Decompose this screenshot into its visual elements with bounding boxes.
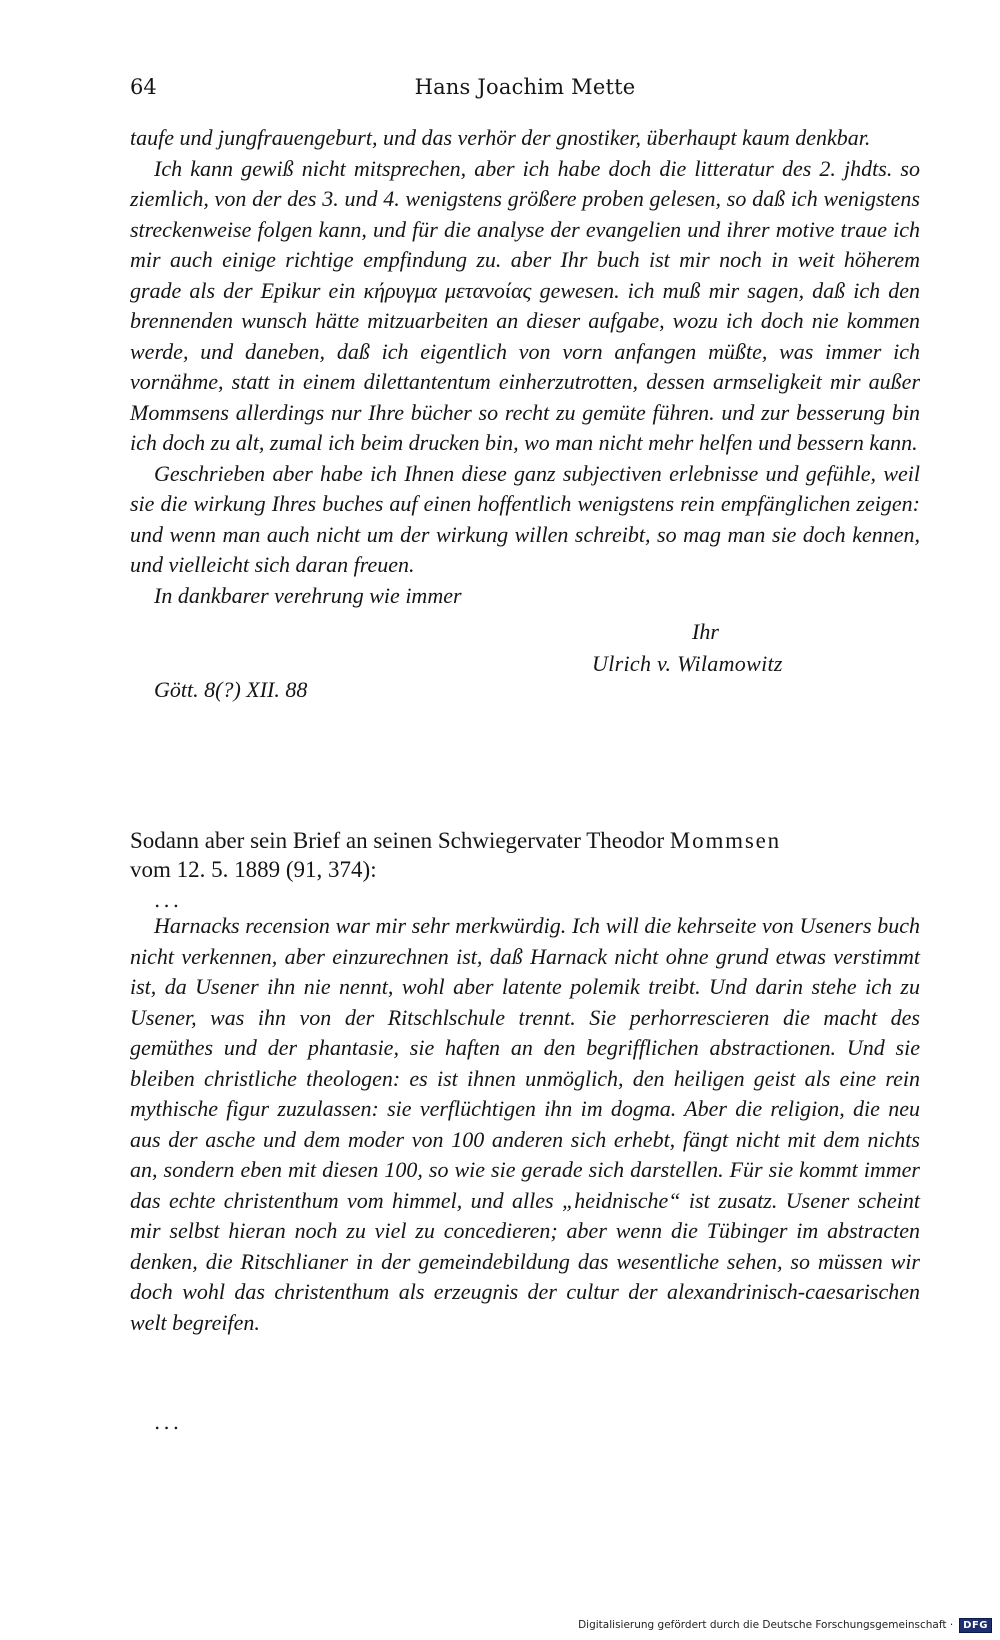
quoted-letter (130, 891, 920, 1338)
ellipsis-top: ... (154, 888, 183, 912)
running-head: Hans Joachim Mette (414, 75, 636, 99)
letter-paragraph-1: taufe und jungfrauengeburt, und das verhör der gnostiker, überhaupt kaum denkbar. (130, 125, 871, 150)
dfg-logo-icon: DFG (959, 1618, 992, 1633)
signature-name: Ulrich v. Wilamowitz (592, 651, 783, 676)
letter-closing: In dankbarer verehrung wie immer (154, 582, 462, 608)
signature-ihr: Ihr (692, 619, 719, 644)
letter-paragraph-2: Ich kann gewiß nicht mitsprechen, aber ich habe doch die litteratur des 2. jhdts. so ziemlich, von der des 3. und 4. wenigstens größere proben gelesen, so daß ich wenigstens streckenweise folgen kann, und für die analyse der evangelien und ihrer motive traue ich mir auch einige richtige empfindung zu. aber Ihr buch ist mir noch in weit höherem grade als der Epikur ein κήρυγμα μετανοίας gewesen. ich muß mir sagen, daß ich den brennenden wunsch hätte mitzuarbeiten an dieser aufgabe, wozu ich doch nie kommen werde, und daneben, daß ich eigentlich von vorn anfangen müßte, was immer ich vornähme, statt in einem dilettantentum einherzutrotten, dessen armseligkeit mir außer Mommsens allerdings nur Ihre bücher so recht zu gemüte führen. und zur besserung bin ich doch zu alt, zumal ich beim drucken bin, wo man nicht mehr helfen und bessern kann. (130, 155, 920, 455)
quote-paragraph: Harnacks recension war mir sehr merkwürdig. Ich will die kehrseite von Useners buch nicht verkennen, aber einzurechnen ist, daß Harnack nicht ohne grund etwas verstimmt ist, da Usener ihn nie nennt, wohl aber latente polemik treibt. Und darin stehe ich zu Usener, was ihn von der Ritschlschule trennt. Sie perhorrescieren die macht des gemüthes und der phantasie, sie haften an den begrifflichen abstractionen. Und sie bleiben christliche theologen: es ist ihnen unmöglich, den heiligen geist als eine rein mythische figur zuzulassen: sie verflüchtigen ihn im dogma. Aber die religion, die neu aus der asche und dem moder von 100 anderen sich erhebt, fängt nicht mit dem nichts an, sondern eben mit diesen 100, so wie sie gerade sich darstellen. Für sie kommt immer das echte christenthum vom himmel, und alles „heidnische“ ist zusatz. Usener scheint mir selbst hieran noch zu viel zu concedieren; aber wenn die Tübinger im abstracten denken, die Ritschlianer in der gemeindebildung das wesentliche sehen, so müssen wir doch wohl das christenthum als erzeugnis der cultur der alexandrinisch-caesarischen welt begreifen. (130, 913, 920, 1335)
letter-paragraph-3: Geschrieben aber habe ich Ihnen diese ganz subjectiven erlebnisse und gefühle, weil sie die wirkung Ihres buches auf einen hoffentlich wenigstens rein empfänglichen zeigen: und wenn man auch nicht um der wirkung willen schreibt, so mag man sie doch kennen, und vielleicht sich daran freuen. (130, 460, 920, 577)
footer-text: Digitalisierung gefördert durch die Deutsche Forschungsgemeinschaft · (578, 1619, 954, 1631)
intro-text-after: vom 12. 5. 1889 (91, 374): (130, 857, 377, 882)
digitization-footer (578, 1614, 992, 1636)
letter-excerpt (130, 123, 920, 706)
page-number: 64 (130, 75, 157, 99)
intro-spaced-name: Mommsen (669, 828, 781, 853)
intro-paragraph (130, 826, 920, 884)
page-header (130, 70, 920, 104)
signature-block (130, 611, 920, 706)
ellipsis-bottom: ... (154, 1410, 183, 1434)
intro-text-before: Sodann aber sein Brief an seinen Schwiegervater Theodor (130, 828, 670, 853)
letter-date: Gött. 8(?) XII. 88 (154, 677, 308, 702)
intro-text (130, 826, 920, 884)
